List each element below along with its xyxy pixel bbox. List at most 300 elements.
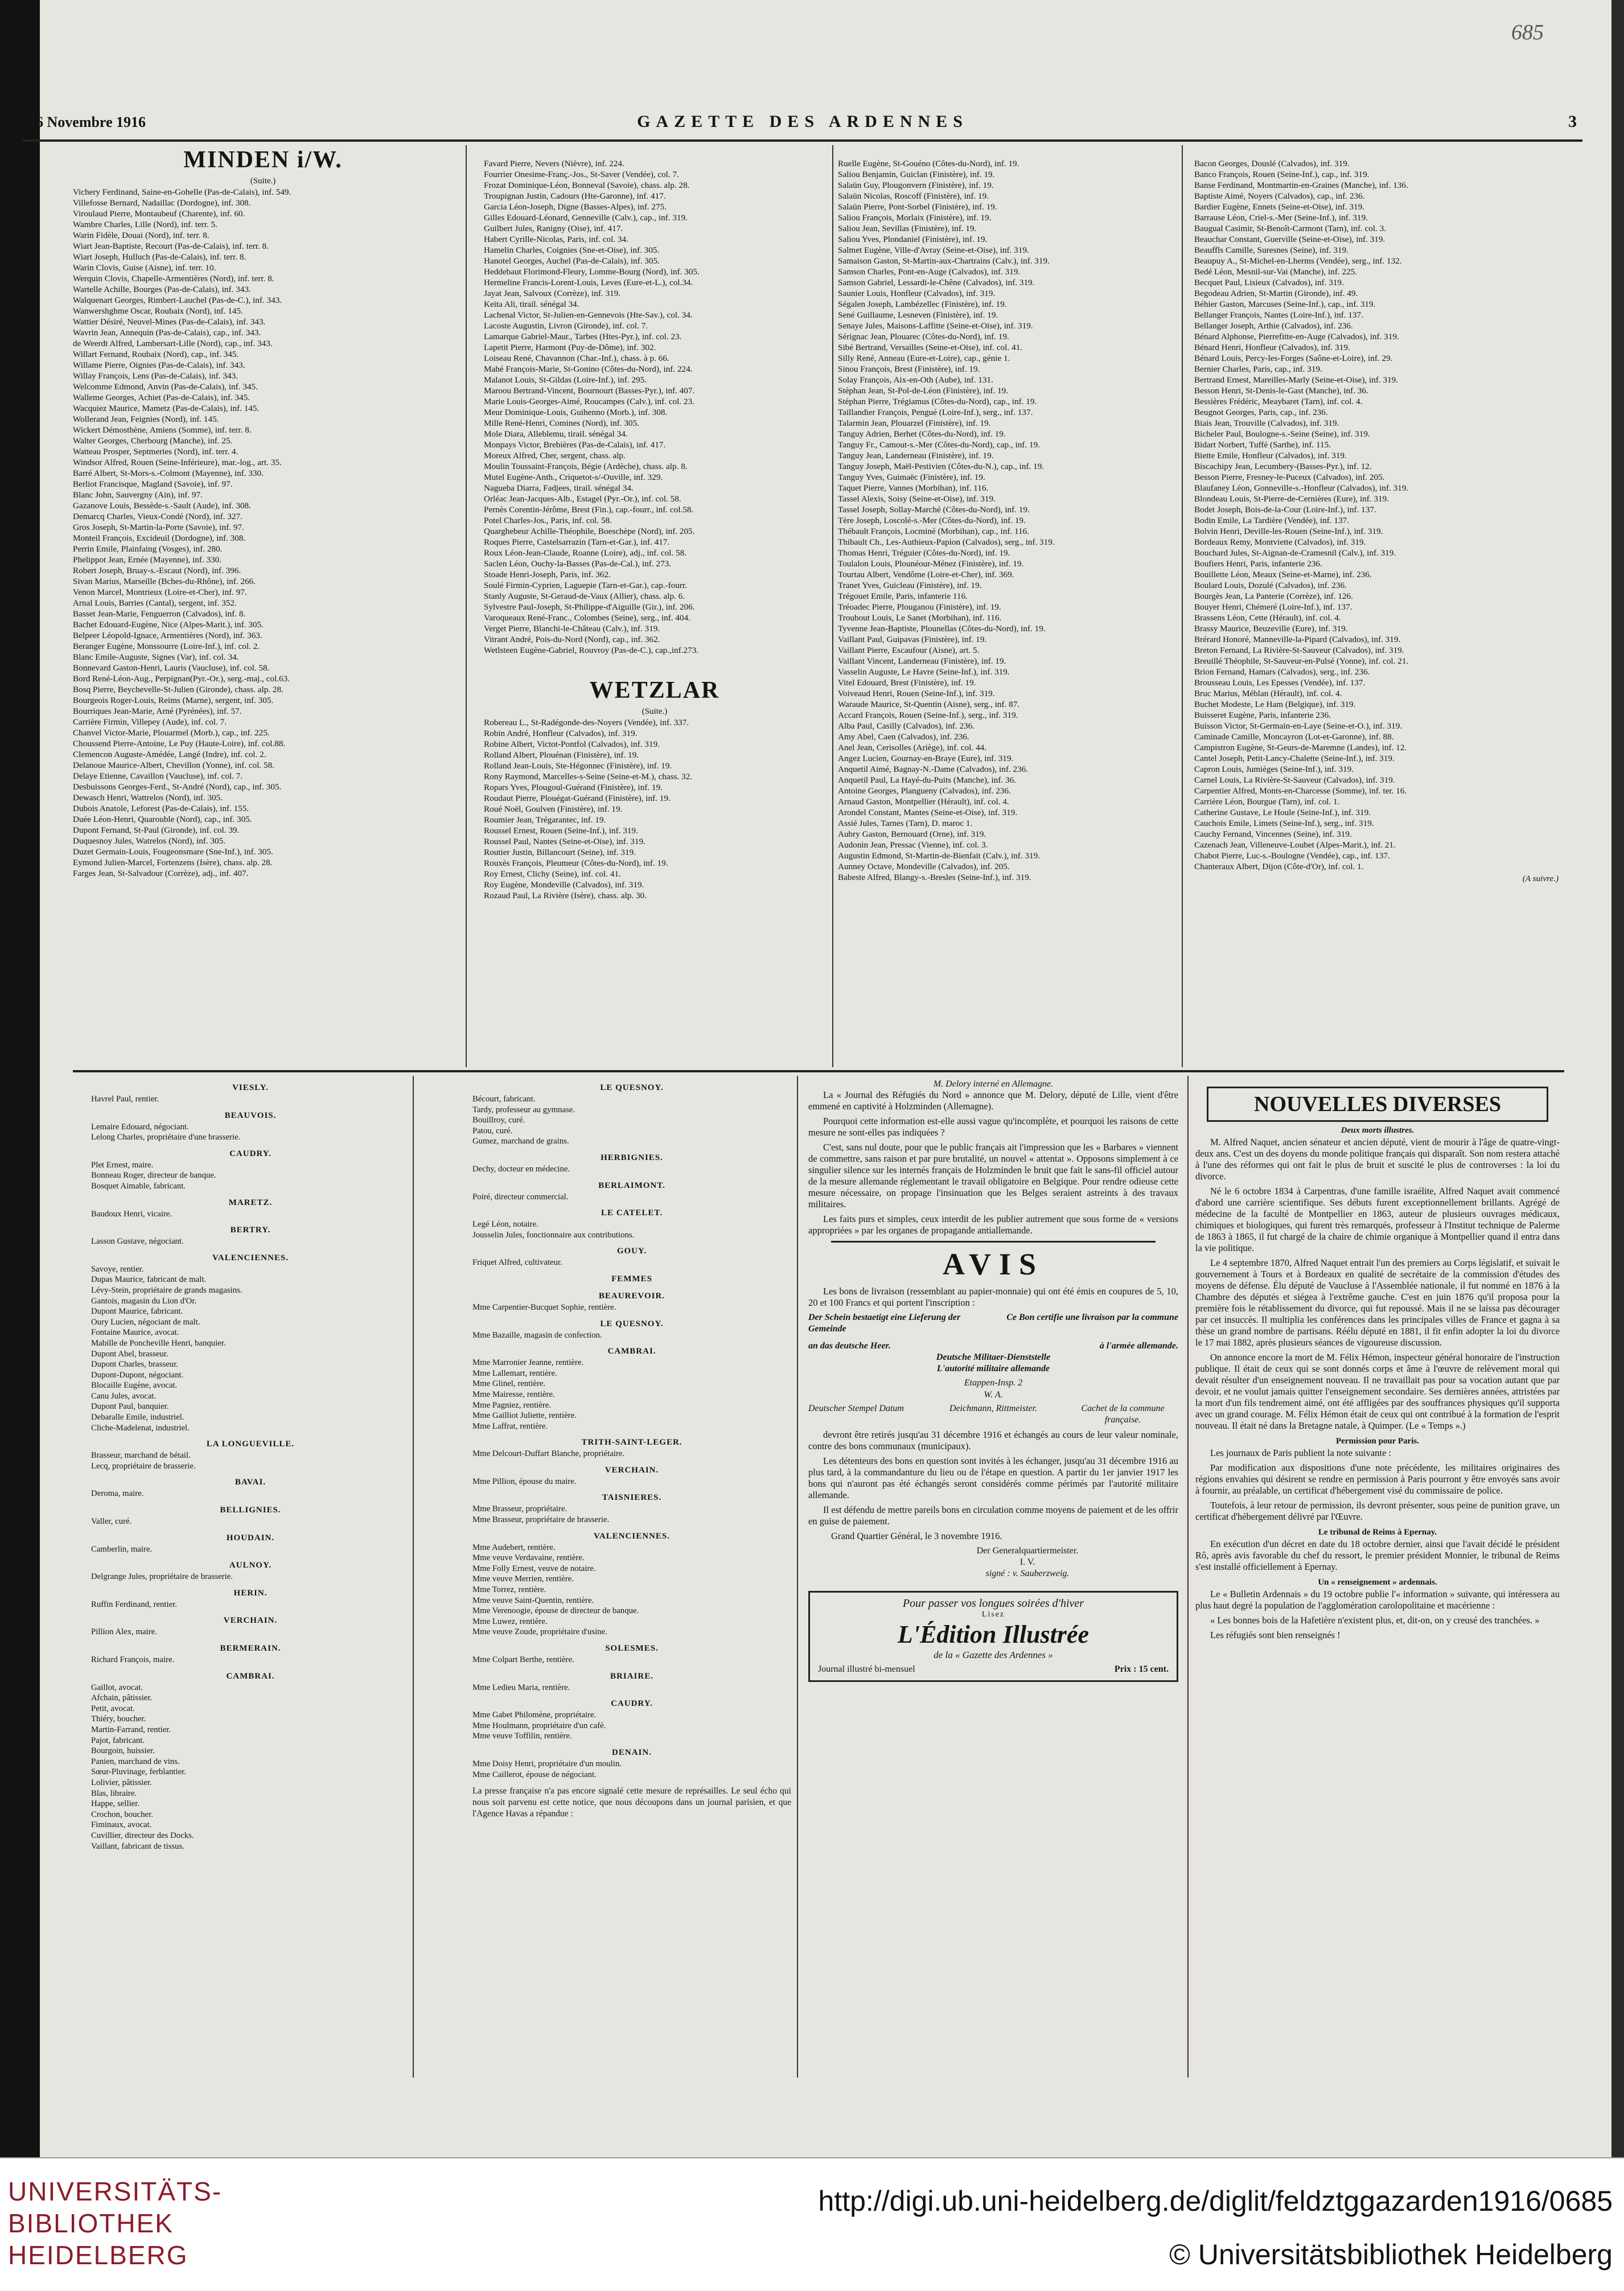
list-item: Thomas Henri, Tréguier (Côtes-du-Nord), inf. 19. bbox=[838, 548, 1010, 558]
list-item: Bessières Frédéric, Meaybaret (Tarn), inf. col. 4. bbox=[1194, 397, 1363, 406]
town-heading: VERCHAIN. bbox=[605, 1465, 659, 1475]
nouvelles-sub-morts: Deux morts illustres. bbox=[1341, 1126, 1415, 1135]
list-item: Willame Pierre, Oignies (Pas-de-Calais), inf. 343. bbox=[73, 360, 245, 370]
town-heading: LA LONGUEVILLE. bbox=[206, 1439, 295, 1449]
list-item: Rolland Albert, Plouénan (Finistère), inf. 19. bbox=[484, 750, 639, 760]
list-item: Walter Georges, Cherbourg (Manche), inf. 25. bbox=[73, 436, 233, 446]
list-item: Poiré, directeur commercial. bbox=[472, 1192, 569, 1202]
logo-line-1: UNIVERSITÄTS- bbox=[8, 2177, 223, 2206]
column-two bbox=[484, 158, 825, 901]
list-item: Bénard Louis, Percy-les-Forges (Saône-et-Loire), inf. 29. bbox=[1194, 353, 1393, 363]
town-heading: HERIN. bbox=[233, 1588, 268, 1598]
list-item: Lemaire Edouard, négociant. bbox=[91, 1122, 189, 1132]
section-subtitle-wetzlar: (Suite.) bbox=[642, 707, 668, 716]
list-item: Arnal Louis, Barries (Cantal), sergent, inf. 352. bbox=[73, 598, 237, 608]
town-heading: TAISNIERES. bbox=[602, 1493, 662, 1503]
list-item: Clemencon Auguste-Amédée, Langé (Indre), inf. col. 2. bbox=[73, 750, 266, 759]
list-item: Mme Folly Ernest, veuve de notaire. bbox=[472, 1564, 596, 1573]
news-paragraph: « Les bonnes bois de la Hafetière n'existent plus, et, dit-on, on y creusé des tranchées. » bbox=[1210, 1615, 1540, 1626]
list-item: Marie Louis-Georges-Aimé, Roucampes (Calv.), inf. col. 23. bbox=[484, 397, 694, 406]
list-item: Salaün Guy, Plougonvern (Finistère), inf. 19. bbox=[838, 180, 994, 190]
advert-price: Prix : 15 cent. bbox=[1114, 1664, 1169, 1674]
list-item: Bidart Norbert, Tuffé (Sarthe), inf. 115. bbox=[1194, 440, 1331, 450]
list-item: Antoine Georges, Plangueny (Calvados), inf. 236. bbox=[838, 786, 1011, 796]
list-item: Thiéry, boucher. bbox=[91, 1714, 146, 1724]
permalink[interactable]: http://digi.ub.uni-heidelberg.de/diglit/feldztggazarden1916/0685 bbox=[818, 2185, 1613, 2217]
list-item: Wavrin Jean, Annequin (Pas-de-Calais), cap., inf. 343. bbox=[73, 328, 261, 338]
list-item: Biette Emile, Honfleur (Calvados), inf. 319. bbox=[1194, 451, 1347, 460]
list-item: Sœur-Pluvinage, ferblantier. bbox=[91, 1767, 186, 1777]
list-item: Dupont Maurice, fabricant. bbox=[91, 1307, 183, 1317]
town-heading: FEMMES bbox=[611, 1274, 652, 1284]
list-item: Breton Fernand, La Rivière-St-Sauveur (Calvados), inf. 319. bbox=[1194, 645, 1404, 655]
list-item: Bordeaux Remy, Montviette (Calvados), inf. 319. bbox=[1194, 537, 1366, 547]
list-item: Chabot Pierre, Luc-s.-Boulogne (Vendée), cap., inf. 137. bbox=[1194, 851, 1390, 861]
list-item: Gros Joseph, St-Martin-la-Porte (Savoie), inf. 97. bbox=[73, 523, 244, 532]
list-item: Martin-Farrand, rentier. bbox=[91, 1725, 171, 1734]
list-item: Vichery Ferdinand, Saine-en-Gohelle (Pas-de-Calais), inf. 549. bbox=[73, 187, 291, 197]
list-item: Mahé François-Marie, St-Gonino (Côtes-du-Nord), inf. 224. bbox=[484, 364, 693, 374]
avis-sign-name: signé : v. Sauberzweig. bbox=[985, 1569, 1070, 1578]
list-item: Tanguy Jean, Landerneau (Finistère), inf. 19. bbox=[838, 451, 994, 460]
list-item: Monpays Victor, Brebières (Pas-de-Calais), inf. 417. bbox=[484, 440, 666, 450]
newspaper-title: GAZETTE DES ARDENNES bbox=[637, 112, 968, 131]
news-paragraph: Né le 6 octobre 1834 à Carpentras, d'une famille israélite, Alfred Naquet avait commencé d'abord une carrière scientifique. Ses débuts furent exceptionnellement brillants. Agrégé de médecine de la faculté de Montpellier en 1863, auteur de plusieurs ouvrages médicaux, chimiques et biologiques, qui furent très remarqués, professeur à l'Institut technique de Palerme de 1863 à 1865, il fut chargé de la chaire de chimie organique à Montpellier quand il entra dans la vie politique. bbox=[1195, 1186, 1560, 1253]
list-item: Happe, sellier. bbox=[91, 1799, 140, 1809]
town-heading: BERMERAIN. bbox=[220, 1644, 281, 1653]
list-item: Wattier Désiré, Neuvel-Mines (Pas-de-Calais), inf. 343. bbox=[73, 317, 266, 327]
list-item: Mille René-Henri, Comines (Nord), inf. 305. bbox=[484, 418, 639, 428]
scan-border-right bbox=[1611, 0, 1624, 2157]
list-item: Berliot Francisque, Magland (Savoie), inf. 97. bbox=[73, 479, 233, 489]
list-item: Windsor Alfred, Rouen (Seine-Inférieure), mar.-log., art. 35. bbox=[73, 458, 282, 467]
list-item: Chanteraux Albert, Dijon (Côte-d'Or), inf. col. 1. bbox=[1194, 862, 1364, 871]
list-item: Mme Glinel, rentière. bbox=[472, 1379, 546, 1389]
avis-rittmeister: Deichmann, Rittmeister. bbox=[949, 1404, 1038, 1413]
town-heading: HOUDAIN. bbox=[226, 1533, 275, 1543]
list-item: Sivan Marius, Marseille (Bches-du-Rhône), inf. 266. bbox=[73, 577, 256, 586]
town-heading: VALENCIENNES. bbox=[212, 1253, 289, 1262]
list-item: Verget Pierre, Blanchi-le-Château (Calv.), inf. 319. bbox=[484, 624, 660, 634]
list-item: Aunney Octave, Mondeville (Calvados), inf. 205. bbox=[838, 862, 1010, 871]
list-item: Saunier Louis, Honfleur (Calvados), inf. 319. bbox=[838, 289, 996, 298]
list-item: Bertrand Ernest, Mareilles-Marly (Seine-et-Oise), inf. 319. bbox=[1194, 375, 1399, 385]
list-item: Stéphan Jean, St-Pol-de-Léon (Finistère), inf. 19. bbox=[838, 386, 1009, 396]
list-item: Lamarque Gabriel-Maur., Tarbes (Htes-Pyr.), inf. col. 23. bbox=[484, 332, 682, 342]
list-item: Assié Jules, Tarnes (Tarn), D. maroc 1. bbox=[838, 818, 973, 828]
list-item: Chanvel Victor-Marie, Plouarmel (Morb.), cap., inf. 225. bbox=[73, 728, 270, 738]
prisoner-list-wetzlar-cont2 bbox=[1194, 158, 1559, 872]
list-item: Mme Gabet Philomène, propriétaire. bbox=[472, 1710, 597, 1720]
news-paragraph: Le 4 septembre 1870, Alfred Naquet entrait l'un des premiers au Corps législatif, et suivait le gouvernement à Tours et à Bordeaux en qualité de secrétaire de la commission d'études des moyens de défense. Élu député de Vaucluse à l'Assemblée nationale, il fut nommé en 1876 à la Chambre des députés et siégea à l'extrême gauche. C'est en juin 1876 qu'il proposa pour la première fois le rétablissement du divorce, qui fut repoussé. Mais il ne se laissa pas décourager par cet insuccès. Il multiplia les conférences dans les principales villes de France et gagna à sa thèse un grand nombre de partisans. Réélu député en 1881, il fit enfin adopter la loi du divorce le 17 mai 1882, après plusieurs séances de vigoureuse discussion. bbox=[1195, 1257, 1560, 1348]
list-item: Brousseau Louis, Les Epesses (Vendée), inf. 137. bbox=[1194, 678, 1366, 688]
list-item: Tourtau Albert, Vendôme (Loire-et-Cher), inf. 369. bbox=[838, 570, 1014, 579]
list-item: Routier Justin, Billancourt (Seine), inf. 319. bbox=[484, 848, 636, 857]
list-item: Saliou Jean, Sevillas (Finistère), inf. 19. bbox=[838, 224, 977, 233]
list-item: Tanguy Fr., Camout-s.-Mer (Côtes-du-Nord), cap., inf. 19. bbox=[838, 440, 1040, 450]
list-item: Potel Charles-Jos., Paris, inf. col. 58. bbox=[484, 516, 612, 525]
town-heading: MARETZ. bbox=[228, 1198, 273, 1207]
list-item: Rouxès François, Pleumeur (Côtes-du-Nord), inf. 19. bbox=[484, 858, 668, 868]
list-item: Bouchard Jules, St-Aignan-de-Cramesnil (Calv.), inf. 319. bbox=[1194, 548, 1396, 558]
list-item: Canu Jules, avocat. bbox=[91, 1391, 157, 1401]
list-item: Besson Henri, St-Denis-le-Gast (Manche), inf. 36. bbox=[1194, 386, 1368, 396]
to-be-continued: (A suivre.) bbox=[1522, 874, 1559, 883]
list-item: Vaillant, fabricant de tissus. bbox=[91, 1841, 184, 1851]
list-item: Lapetit Pierre, Harmont (Puy-de-Dôme), inf. 302. bbox=[484, 343, 656, 352]
list-item: Mme Verenoogie, épouse de directeur de banque. bbox=[472, 1606, 639, 1616]
list-item: Campistron Eugène, St-Geurs-de-Maremne (Landes), inf. 12. bbox=[1194, 743, 1407, 752]
list-item: Saliou François, Morlaix (Finistère), inf. 19. bbox=[838, 213, 992, 223]
list-item: Wiart Joseph, Hulluch (Pas-de-Calais), inf. terr. 8. bbox=[73, 252, 246, 262]
list-item: Waraude Maurice, St-Quentin (Aisne), serg., inf. 87. bbox=[838, 700, 1020, 709]
list-item: Saliou Yves, Plondaniel (Finistère), inf. 19. bbox=[838, 235, 988, 244]
list-item: Thébault François, Locminé (Morbihan), cap., inf. 116. bbox=[838, 527, 1030, 536]
list-item: Bruc Marius, Méblan (Hérault), inf. col. 4. bbox=[1194, 689, 1342, 698]
list-item: Lolivier, pâtissier. bbox=[91, 1778, 152, 1787]
avis-paragraph: Les bons de livraison (ressemblant au papier-monnaie) qui ont été émis en coupures de 5, 10, 20 et 100 Francs et qui portent l'inscription : bbox=[808, 1286, 1178, 1308]
list-item: Watteau Prosper, Septmeries (Nord), inf. terr. 4. bbox=[73, 447, 239, 456]
list-item: Brassy Maurice, Beuzeville (Eure), inf. 319. bbox=[1194, 624, 1348, 634]
list-item: Bardier Eugène, Ennets (Seine-et-Oise), inf. 319. bbox=[1194, 202, 1365, 212]
list-item: Besson Pierre, Fresney-le-Puceux (Calvados), inf. 205. bbox=[1194, 472, 1385, 482]
list-item: Rolland Jean-Louis, Ste-Hégonnec (Finistère), inf. 19. bbox=[484, 761, 672, 771]
avis-authority-de: Deutsche Militaer-Dienststelle bbox=[936, 1352, 1051, 1362]
list-item: Gilles Edouard-Léonard, Genneville (Calv.), cap., inf. 319. bbox=[484, 213, 688, 223]
list-item: Bénard Henri, Honfleur (Calvados), inf. 319. bbox=[1194, 343, 1350, 352]
list-item: Valler, curé. bbox=[91, 1517, 132, 1527]
list-item: Tanguy Adrien, Berhet (Côtes-du-Nord), inf. 19. bbox=[838, 429, 1006, 439]
town-heading: SOLESMES. bbox=[605, 1644, 659, 1653]
list-item: Bouyer Henri, Chémeré (Loire-Inf.), inf. 137. bbox=[1194, 602, 1352, 612]
list-item: Dupont Paul, banquier. bbox=[91, 1402, 169, 1412]
list-item: Dupas Maurice, fabricant de malt. bbox=[91, 1275, 207, 1285]
avis-inscription-fr-2: à l'armée allemande. bbox=[1099, 1341, 1178, 1351]
list-item: Gumez, marchand de grains. bbox=[472, 1137, 569, 1146]
nouvelles-title: NOUVELLES DIVERSES bbox=[1207, 1087, 1548, 1122]
list-item: Nagueba Diarra, Fadjees, tirail. sénégal 34. bbox=[484, 483, 634, 493]
list-item: Choussend Pierre-Antoine, Le Puy (Haute-Loire), inf. col.88. bbox=[73, 739, 286, 748]
logo-line-2: BIBLIOTHEK bbox=[8, 2208, 174, 2238]
list-item: Walquenart Georges, Rimbert-Lauchel (Pas-de-C.), inf. 343. bbox=[73, 295, 282, 305]
section-divider bbox=[73, 1070, 1564, 1072]
list-item: Cuvillier, directeur des Docks. bbox=[91, 1831, 194, 1840]
list-item: Dubois Anatole, Leforest (Pas-de-Calais), inf. 155. bbox=[73, 804, 249, 813]
avis-sign-role: Der Generalquartiermeister. bbox=[976, 1546, 1079, 1556]
list-item: Mme Doisy Henri, propriétaire d'un moulin. bbox=[472, 1759, 622, 1768]
list-item: Basset Jean-Marie, Fenguerron (Calvados), inf. 8. bbox=[73, 609, 246, 619]
newspaper-header bbox=[23, 111, 1582, 142]
news-paragraph: Par modification aux dispositions d'une note précédente, les militaires originaires des régions envahies qui désirent se rendre en permission à Paris pourront y être envoyés sans avoir à fournir, au préalable, un certificat d'hébergement visé du commissaire de police. bbox=[1195, 1462, 1560, 1496]
list-item: Ruffin Ferdinand, rentier. bbox=[91, 1599, 177, 1609]
column-divider bbox=[832, 145, 833, 1067]
list-item: Mme Luwez, rentière. bbox=[472, 1617, 548, 1626]
library-footer bbox=[0, 2157, 1624, 2291]
list-item: Mole Diara, Alleblemu, tirail. sénégal 34. bbox=[484, 429, 628, 439]
list-item: Demarcq Charles, Vieux-Condé (Nord), inf. 327. bbox=[73, 512, 242, 521]
list-item: Wollerand Jean, Feignies (Nord), inf. 145. bbox=[73, 414, 219, 424]
list-item: Roy Eugène, Mondeville (Calvados), inf. 319. bbox=[484, 880, 644, 890]
list-item: Thibault Ch., Les-Authieux-Papion (Calvados), serg., inf. 319. bbox=[838, 537, 1055, 547]
list-item: Willay François, Lens (Pas-de-Calais), inf. 343. bbox=[73, 371, 238, 381]
list-item: Blanc Emile-Auguste, Signes (Var), inf. col. 34. bbox=[73, 652, 239, 662]
list-item: Afchain, pâtissier. bbox=[91, 1693, 153, 1703]
advert-price-row bbox=[818, 1664, 1169, 1675]
list-item: Talarmin Jean, Plouarzel (Finistère), inf. 19. bbox=[838, 418, 991, 428]
column-nouvelles-diverses bbox=[1195, 1084, 1560, 1644]
list-item: Mme Caillerot, épouse de négociant. bbox=[472, 1770, 597, 1779]
list-item: Silly René, Anneau (Eure-et-Loire), cap., génie 1. bbox=[838, 353, 1010, 363]
list-item: Beauchar Constant, Guerville (Seine-et-Oise), inf. 319. bbox=[1194, 235, 1385, 244]
list-item: Mme Bazaille, magasin de confection. bbox=[472, 1330, 602, 1340]
list-item: Wickert Démosthène, Amiens (Somme), inf. terr. 8. bbox=[73, 425, 252, 435]
avis-etappen: Etappen-Insp. 2 bbox=[964, 1378, 1023, 1388]
hostage-list-men bbox=[91, 1077, 410, 1852]
list-item: Bernier Charles, Paris, cap., inf. 319. bbox=[1194, 364, 1322, 374]
list-item: Duzet Germain-Louis, Fougeonsmare (Sne-Inf.), inf. 305. bbox=[73, 847, 273, 857]
town-heading: BEAUREVOIR. bbox=[598, 1291, 665, 1301]
news-paragraph: Toutefois, à leur retour de permission, ils devront présenter, sous peine de punition grave, un certificat d'hébergement délivré par l'Œuvre. bbox=[1195, 1500, 1560, 1522]
list-item: Roy Ernest, Clichy (Seine), inf. col. 41. bbox=[484, 869, 621, 879]
list-item: Lecq, propriétaire de brasserie. bbox=[91, 1461, 196, 1471]
list-item: Solay François, Aix-en-Oth (Aube), inf. 131. bbox=[838, 375, 993, 385]
list-item: Wambre Charles, Lille (Nord), inf. terr. 5. bbox=[73, 220, 217, 229]
list-item: Angez Lucien, Gournay-en-Braye (Eure), inf. 319. bbox=[838, 754, 1014, 763]
list-item: Bosq Pierre, Beychevelle-St-Julien (Gironde), chass. alp. 28. bbox=[73, 685, 283, 694]
list-item: Breuillé Théophile, St-Sauveur-en-Pulsé (Yonne), inf. col. 21. bbox=[1194, 656, 1409, 666]
nouvelles-sub-renseignement: Un « renseignement » ardennais. bbox=[1318, 1578, 1437, 1587]
list-item: Panien, marchand de vins. bbox=[91, 1757, 180, 1766]
list-item: Farges Jean, St-Salvadour (Corrèze), adj., inf. 407. bbox=[73, 869, 249, 878]
list-item: Beranger Eugène, Monssourre (Loire-Inf.), inf. col. 2. bbox=[73, 641, 260, 651]
town-heading: DENAIN. bbox=[612, 1747, 652, 1757]
list-item: Delgrange Jules, propriétaire de brasserie. bbox=[91, 1572, 233, 1582]
list-item: Frozat Dominique-Léon, Bonneval (Savoie), chass. alp. 28. bbox=[484, 180, 690, 190]
list-item: Lacoste Augustin, Livron (Gironde), inf. col. 7. bbox=[484, 321, 648, 331]
list-item: Bachet Edouard-Eugène, Nice (Alpes-Marit.), inf. 305. bbox=[73, 620, 264, 630]
list-item: Cauchois Emile, Limets (Seine-Inf.), serg., inf. 319. bbox=[1194, 818, 1374, 828]
list-item: Babeste Alfred, Blangy-s.-Bresles (Seine-Inf.), inf. 319. bbox=[838, 873, 1031, 882]
list-item: Roussel Paul, Nantes (Seine-et-Oise), inf. 319. bbox=[484, 837, 646, 846]
avis-cachet: Cachet de la commune française. bbox=[1081, 1404, 1165, 1425]
avis-inscription-row2 bbox=[808, 1340, 1178, 1352]
list-item: Patou, curé. bbox=[472, 1126, 513, 1136]
advert-frequency: Journal illustré bi-mensuel bbox=[818, 1664, 915, 1674]
list-item: Eymond Julien-Marcel, Fortenzens (Isère), chass. alp. 28. bbox=[73, 858, 273, 867]
list-item: Troupignan Justin, Cadours (Hte-Garonne), inf. 417. bbox=[484, 191, 666, 201]
avis-paragraph: Il est défendu de mettre pareils bons en circulation comme moyens de paiement et de les offrir en guise de paiement. bbox=[808, 1504, 1178, 1527]
list-item: Viroulaud Pierre, Montaubeuf (Charente), inf. 60. bbox=[73, 209, 245, 219]
column-three bbox=[838, 158, 1185, 883]
avis-wa: W. A. bbox=[984, 1390, 1003, 1400]
list-item: Wiart Jean-Baptiste, Recourt (Pas-de-Calais), inf. terr. 8. bbox=[73, 241, 269, 251]
list-item: Boufiers Henri, Paris, infanterie 236. bbox=[1194, 559, 1322, 569]
list-item: Arondel Constant, Mantes (Seine-et-Oise), inf. 319. bbox=[838, 808, 1018, 817]
list-item: Capron Louis, Jumièges (Seine-Inf.), inf. 319. bbox=[1194, 764, 1354, 774]
town-heading: LE QUESNOY. bbox=[600, 1083, 664, 1092]
list-item: Dupont Abel, brasseur. bbox=[91, 1349, 168, 1359]
list-item: Buisseret Eugène, Paris, infanterie 236. bbox=[1194, 710, 1331, 720]
list-item: Moreux Alfred, Cher, sergent, chass. alp. bbox=[484, 451, 626, 460]
list-item: Banco François, Rouen (Seine-Inf.), cap., inf. 319. bbox=[1194, 170, 1370, 179]
avis-title: AVIS bbox=[942, 1247, 1045, 1281]
column-divider bbox=[466, 145, 467, 1067]
prisoner-list-wetzlar bbox=[484, 717, 825, 901]
list-item: Jayat Jean, Salvoux (Corrèze), inf. 319. bbox=[484, 289, 620, 298]
news-paragraph: M. Alfred Naquet, ancien sénateur et ancien député, vient de mourir à l'âge de quatre-vingt-deux ans. C'est un des doyens du monde politique français qui disparaît. Son nom restera attaché à l'une des réformes qui ont fait le plus de bruit et suscité le plus de controverses : la loi du divorce. bbox=[1195, 1137, 1560, 1182]
list-item: Tréoadec Pierre, Plouganou (Finistère), inf. 19. bbox=[838, 602, 1001, 612]
list-item: Oury Lucien, négociant de malt. bbox=[91, 1317, 200, 1327]
list-item: Bonnevard Gaston-Henri, Lauris (Vaucluse), inf. col. 58. bbox=[73, 663, 270, 673]
article-paragraph: Les faits purs et simples, ceux interdit de les publier autrement que sous forme de « versions appropriées » par les organes de propagande antiallemande. bbox=[808, 1214, 1178, 1236]
list-item: Vaillant Paul, Guipavas (Finistère), inf. 19. bbox=[838, 635, 987, 644]
list-item: Deroma, maire. bbox=[91, 1489, 144, 1499]
list-item: Voiveaud Henri, Rouen (Seine-Inf.), inf. 319. bbox=[838, 689, 995, 698]
list-item: Carrière Léon, Bourgue (Tarn), inf. col. 1. bbox=[1194, 797, 1340, 807]
town-heading: BERLAIMONT. bbox=[598, 1181, 665, 1190]
list-item: Cazenach Jean, Villeneuve-Loubet (Alpes-Marit.), inf. 21. bbox=[1194, 840, 1396, 850]
town-heading: GOUY. bbox=[616, 1247, 647, 1256]
list-item: Mme Brasseur, propriétaire de brasserie. bbox=[472, 1515, 610, 1525]
avis-stempel: Deutscher Stempel Datum bbox=[808, 1404, 904, 1413]
town-heading: HERBIGNIES. bbox=[601, 1153, 663, 1162]
press-note: La presse française n'a pas encore signalé cette mesure de représailles. Le seul écho qui nous soit parvenu est cette notice, que nous découpons dans un journal parisien, et que l'Agence Havas a répandue : bbox=[472, 1786, 791, 1819]
town-heading: BEAUVOIS. bbox=[224, 1110, 277, 1120]
town-heading: LE QUESNOY. bbox=[600, 1319, 664, 1328]
list-item: Gaillot, avocat. bbox=[91, 1683, 143, 1692]
list-item: Lévy-Stein, propriétaire de grands magasins. bbox=[91, 1285, 242, 1295]
news-paragraph: Les journaux de Paris publient la note suivante : bbox=[1210, 1447, 1392, 1458]
list-item: Willart Fernand, Roubaix (Nord), cap., inf. 345. bbox=[73, 349, 239, 359]
list-item: Blocaille Eugène, avocat. bbox=[91, 1381, 178, 1391]
town-heading: CAMBRAI. bbox=[607, 1347, 656, 1356]
list-item: Bouillette Léon, Meaux (Seine-et-Marne), inf. 236. bbox=[1194, 570, 1372, 579]
delory-article bbox=[808, 1089, 1178, 1236]
list-item: Brérard Honoré, Manneville-la-Pipard (Calvados), inf. 319. bbox=[1194, 635, 1401, 644]
advert-lisez: Lisez bbox=[981, 1610, 1005, 1619]
list-item: Orléac Jean-Jacques-Alb., Estagel (Pyr.-Or.), inf. col. 58. bbox=[484, 494, 681, 504]
advert-edition-illustree bbox=[808, 1591, 1178, 1682]
list-item: Bodin Emile, La Tardière (Vendée), inf. 137. bbox=[1194, 516, 1349, 525]
list-item: Mme Audebert, rentière. bbox=[472, 1543, 556, 1552]
list-item: Lasson Gustave, négociant. bbox=[91, 1237, 184, 1247]
list-item: Becquet Paul, Lisieux (Calvados), inf. 319. bbox=[1194, 278, 1344, 287]
list-item: Ruelle Eugène, St-Gouéno (Côtes-du-Nord), inf. 19. bbox=[838, 159, 1019, 168]
list-item: Mme Colpart Berthe, rentière. bbox=[472, 1655, 574, 1664]
section-title-wetzlar: WETZLAR bbox=[589, 677, 720, 704]
column-divider bbox=[413, 1076, 414, 2078]
avis-authority-fr: L'autorité militaire allemande bbox=[936, 1364, 1050, 1373]
list-item: Roux Léon-Jean-Claude, Roanne (Loire), adj., inf. col. 58. bbox=[484, 548, 686, 558]
list-item: Bellanger Joseph, Arthie (Calvados), inf. 236. bbox=[1194, 321, 1353, 331]
list-item: Alba Paul, Casilly (Calvados), inf. 236. bbox=[838, 721, 975, 731]
list-item: Hermeline Francis-Lorent-Louis, Leves (Eure-et-L.), col.34. bbox=[484, 278, 693, 287]
news-paragraph: Le « Bulletin Ardennais » du 19 octobre publie l'« information » suivante, qui intéressera au plus haut degré la population de l'agglomération carolopolitaine et macérienne : bbox=[1195, 1589, 1560, 1611]
list-item: Rozaud Paul, La Rivière (Isère), chass. alp. 30. bbox=[484, 891, 647, 900]
list-item: Mme veuve Merrien, rentière. bbox=[472, 1574, 574, 1584]
list-item: Bord René-Léon-Aug., Perpignan(Pyr.-Or.), serg.-maj., col.63. bbox=[73, 674, 290, 684]
list-item: Mme Gailliot Juliette, rentière. bbox=[472, 1411, 577, 1421]
section-subtitle-minden: (Suite.) bbox=[250, 176, 276, 186]
list-item: Duée Léon-Henri, Quarouble (Nord), cap., inf. 305. bbox=[73, 815, 252, 824]
column-divider bbox=[1187, 1076, 1189, 2078]
list-item: Bosquet Aimable, fabricant. bbox=[91, 1181, 186, 1191]
list-item: Mme Marronier Jeanne, rentière. bbox=[472, 1358, 584, 1368]
list-item: Roué Noël, Goulven (Finistère), inf. 19. bbox=[484, 804, 623, 814]
list-item: Phelippot Jean, Ernée (Mayenne), inf. 330. bbox=[73, 555, 222, 565]
list-item: Béhier Gaston, Marcuses (Seine-Inf.), cap., inf. 319. bbox=[1194, 299, 1376, 309]
list-item: Salmet Eugène, Ville-d'Avray (Seine-et-Oise), inf. 319. bbox=[838, 245, 1029, 255]
list-item: Friquet Alfred, cultivateur. bbox=[472, 1258, 562, 1268]
list-item: Wetlsteen Eugène-Gabriel, Rouvroy (Pas-de-C.), cap.,inf.273. bbox=[484, 645, 699, 655]
town-heading: BELLIGNIES. bbox=[220, 1506, 281, 1515]
town-heading: BERTRY. bbox=[230, 1225, 271, 1235]
list-item: Beaupuy A., St-Michel-en-Lherms (Vendée), serg., inf. 132. bbox=[1194, 256, 1402, 266]
town-heading: CAUDRY. bbox=[229, 1149, 272, 1158]
town-heading: VALENCIENNES. bbox=[593, 1531, 670, 1541]
article-paragraph: C'est, sans nul doute, pour que le public français ait l'impression que les « Barbares » viennent de commettre, sans raison et par pure brutalité, un nouvel « attentat ». Opposons simplement à ce singulier silence sur les internés français de Holzminden le bruit que fait le sans-fil officiel autour de la mesure allemande réglementant le travail obligatoire en Belgique. Pour rendre odieuse cette mesure nécessaire, on propage l'insinuation que les Belges seraient astreints à des travaux militaires. bbox=[808, 1142, 1178, 1210]
list-item: Delanoue Maurice-Albert, Chevillon (Yonne), inf. col. 58. bbox=[73, 760, 275, 770]
list-item: Beauffls Camille, Suresnes (Seine), inf. 319. bbox=[1194, 245, 1348, 255]
list-item: Gazanove Louis, Bessède-s.-Sault (Aude), inf. 308. bbox=[73, 501, 251, 511]
list-item: Villefosse Bernard, Nadaillac (Dordogne), inf. 308. bbox=[73, 198, 251, 208]
list-item: Bonneau Roger, directeur de banque. bbox=[91, 1171, 216, 1181]
column-four bbox=[1194, 158, 1559, 884]
list-item: Brion Fernand, Hamars (Calvados), serg., inf. 236. bbox=[1194, 667, 1370, 677]
list-item: Vitrant André, Pois-du-Nord (Nord), cap., inf. 362. bbox=[484, 635, 660, 644]
list-item: Mme veuve Saint-Quentin, rentière. bbox=[472, 1595, 594, 1605]
list-item: Pillion Alex, maire. bbox=[91, 1627, 157, 1637]
list-item: Saclen Léon, Ouchy-la-Basses (Pas-de-Cal.), inf. 273. bbox=[484, 559, 671, 569]
list-item: Guilbert Jules, Ranigny (Oise), inf. 417. bbox=[484, 224, 623, 233]
list-item: Blaufaney Léon, Gonneville-s.-Honfleur (Calvados), inf. 319. bbox=[1194, 483, 1409, 493]
list-item: Robin André, Honfleur (Calvados), inf. 319. bbox=[484, 729, 638, 738]
list-item: Boulard Louis, Dozulé (Calvados), inf. 236. bbox=[1194, 581, 1347, 590]
news-paragraph: On annonce encore la mort de M. Félix Hémon, inspecteur général honoraire de l'instruction publique. Il était de ceux qui se sont donnés corps et âme à l'œuvre de relèvement moral qui devait résulter d'un enseignement nouveau. Il ne travaillait pas pour sa vocation autant que par devoir, et ne voulut jamais quitter l'enseignement secondaire. Ses dernières années, attristées par la mort d'un fils tendrement aimé, ont été affligées par des souffrances physiques qu'il supporta avec un grand courage. M. Félix Hémon était de ceux qui ont contribué à la formation de l'esprit nouveau. Il était né dans la Bretagne natale, à Quimper. (Le « Temps ».) bbox=[1195, 1352, 1560, 1431]
list-item: Mme Pagniez, rentière. bbox=[472, 1400, 552, 1410]
list-item: Anel Jean, Cerisolles (Ariège), inf. col. 44. bbox=[838, 743, 987, 752]
list-item: Taquet Pierre, Vannes (Morbihan), inf. 116. bbox=[838, 483, 989, 493]
list-item: Bénard Alphonse, Pierrefitte-en-Auge (Calvados), inf. 319. bbox=[1194, 332, 1399, 342]
list-item: Garcia Léon-Joseph, Digne (Basses-Alpes), inf. 275. bbox=[484, 202, 667, 212]
avis-paragraph: Les détenteurs des bons en question sont invités à les échanger, jusqu'au 31 décembre 1916 au plus tard, à la commandanture du lieu ou de l'étape en question. A partir du 1er janvier 1917 les bons qui n'auront pas été échangés seront considérés comme périmés par l'autorité militaire allemande. bbox=[808, 1455, 1178, 1500]
list-item: Banse Ferdinand, Montmartin-en-Graines (Manche), inf. 136. bbox=[1194, 180, 1408, 190]
list-item: Anquetil Aimé, Bagnay-N.-Dame (Calvados), inf. 236. bbox=[838, 764, 1029, 774]
list-item: Cantel Joseph, Petit-Lancy-Chalette (Seine-Inf.), inf. 319. bbox=[1194, 754, 1395, 763]
list-item: Dechy, docteur en médecine. bbox=[472, 1164, 570, 1174]
list-item: Caminade Camille, Moncayron (Lot-et-Garonne), inf. 88. bbox=[1194, 732, 1394, 742]
list-item: Biscachipy Jean, Lecumbery-(Basses-Pyr.), inf. 12. bbox=[1194, 462, 1372, 471]
town-heading: BRIAIRE. bbox=[610, 1671, 653, 1681]
list-item: Carpentier Alfred, Monts-en-Charcesse (Somme), inf. ter. 16. bbox=[1194, 786, 1407, 796]
issue-date: 16 Novembre 1916 bbox=[28, 114, 146, 130]
list-item: Carrière Firmin, Villepey (Aude), inf. col. 7. bbox=[73, 717, 227, 727]
avis-inscription-de: Der Schein bestaetigt eine Lieferung der Gemeinde bbox=[808, 1313, 961, 1334]
town-heading: CAMBRAI. bbox=[226, 1671, 275, 1681]
delory-title: M. Delory interné en Allemagne. bbox=[933, 1079, 1054, 1089]
list-item: Dupont Fernand, St-Paul (Gironde), inf. col. 39. bbox=[73, 825, 240, 835]
list-item: Delaye Etienne, Cavaillon (Vaucluse), inf. col. 7. bbox=[73, 771, 243, 781]
list-item: Plet Ernest, maire. bbox=[91, 1160, 154, 1170]
list-item: Tyvenne Jean-Baptiste, Plounellas (Côtes-du-Nord), inf. 19. bbox=[838, 624, 1046, 634]
list-item: Salaün Nicolas, Roscoff (Finistère), inf. 19. bbox=[838, 191, 989, 201]
list-item: Mme veuve Verdavaine, rentière. bbox=[472, 1553, 585, 1563]
list-item: Mme veuve Toffilin, rentière. bbox=[472, 1731, 572, 1741]
list-item: Tardy, professeur au gymnase. bbox=[472, 1105, 575, 1114]
list-item: Maroou Bertrand-Vincent, Bournourt (Basses-Pyr.), inf. 407. bbox=[484, 386, 695, 396]
list-item: Sené Guillaume, Lesneven (Finistère), inf. 19. bbox=[838, 310, 998, 320]
list-item: Bouillroy, curé. bbox=[472, 1116, 525, 1125]
